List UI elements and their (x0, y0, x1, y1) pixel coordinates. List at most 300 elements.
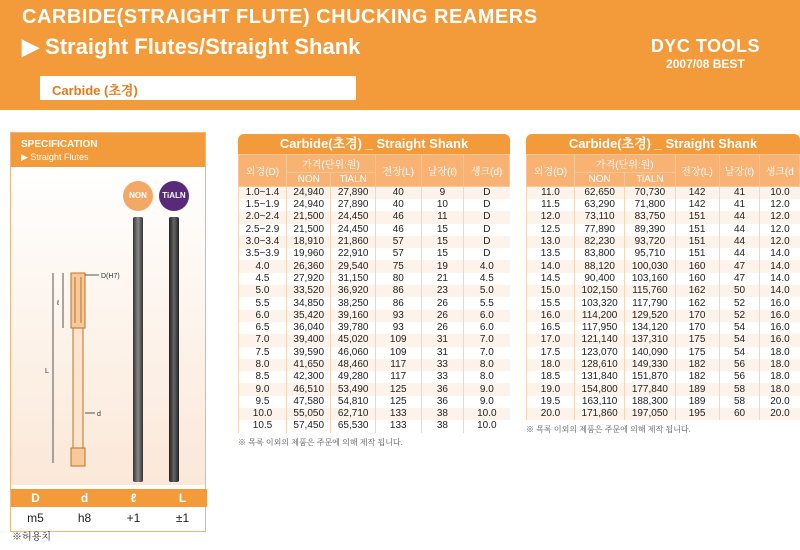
table-cell: 31 (421, 347, 464, 359)
sym-d: d (60, 489, 109, 507)
table-cell: 47 (719, 273, 760, 285)
table-row (527, 310, 800, 322)
table-cell: 71,800 (625, 199, 675, 211)
table-cell: 5.5 (464, 297, 510, 309)
table-cell: 47 (719, 260, 760, 272)
table-cell: 11.5 (527, 199, 575, 211)
table-row (527, 383, 800, 395)
page-header (0, 0, 800, 110)
table-row (527, 187, 800, 200)
reamer-tialn-image (169, 217, 179, 482)
table-cell: 38 (421, 408, 464, 420)
table-cell: 57 (375, 248, 421, 260)
table-cell: 31,150 (331, 273, 375, 285)
table-row (239, 310, 510, 322)
table-cell: 3.5~3.9 (239, 248, 287, 260)
table-cell: 6.0 (464, 322, 510, 334)
table-cell: 162 (675, 285, 719, 297)
table-cell: 24,450 (331, 211, 375, 223)
table-cell: 4.0 (464, 260, 510, 272)
table-cell: 151,870 (625, 371, 675, 383)
table-cell: 55,050 (287, 408, 331, 420)
table-cell: 93 (375, 322, 421, 334)
table-cell: 15 (421, 236, 464, 248)
table-row (239, 420, 510, 432)
brand-logo (651, 36, 760, 71)
table-cell: 16.0 (760, 322, 800, 334)
col-non: NON (287, 173, 331, 187)
table-row (527, 371, 800, 383)
table-cell: 39,780 (331, 322, 375, 334)
table-cell: 54 (719, 347, 760, 359)
table-row (239, 359, 510, 371)
table-cell: 6.5 (239, 322, 287, 334)
table-cell: 109 (375, 347, 421, 359)
table2-title: Carbide(초경) _ Straight Shank (526, 134, 800, 154)
table-cell: 134,120 (625, 322, 675, 334)
table-cell: 90,400 (575, 273, 625, 285)
table-cell: 12.0 (760, 199, 800, 211)
table-cell: 21,500 (287, 224, 331, 236)
col-flute: 날장(ℓ) (719, 155, 760, 187)
table-cell: 40 (375, 199, 421, 211)
table-cell: 83,750 (625, 211, 675, 223)
tol-l: +1 (126, 511, 141, 525)
table-cell: 8.0 (464, 359, 510, 371)
table-cell: 10.0 (760, 187, 800, 200)
table-cell: 53,490 (331, 383, 375, 395)
table-cell: 14.5 (527, 273, 575, 285)
table-cell: 41 (719, 199, 760, 211)
sym-D: D (11, 489, 60, 507)
table-cell: 56 (719, 359, 760, 371)
tolerance-value-row (11, 509, 207, 527)
table-cell: 154,800 (575, 383, 625, 395)
table-cell: 5.0 (239, 285, 287, 297)
brand-year: 2007/08 BEST (666, 57, 745, 71)
table-cell: 12.0 (760, 211, 800, 223)
table-cell: 175 (675, 347, 719, 359)
table-cell: 133 (375, 408, 421, 420)
table-cell: 33,520 (287, 285, 331, 297)
table-cell: 56 (719, 371, 760, 383)
table-cell: D (464, 211, 510, 223)
table-cell: 7.0 (464, 347, 510, 359)
col-price: 가격(단위:원) (575, 155, 676, 173)
sym-l: ℓ (109, 489, 158, 507)
table-cell: 5.5 (239, 297, 287, 309)
table-cell: 16.5 (527, 322, 575, 334)
table-cell: 21,860 (331, 236, 375, 248)
table-cell: D (464, 187, 510, 200)
table2 (526, 154, 800, 420)
table-row (527, 396, 800, 408)
col-diameter: 외경(D) (527, 155, 575, 187)
table-cell: 20.0 (760, 408, 800, 420)
reamer-diagram (27, 263, 137, 483)
table-cell: 54 (719, 334, 760, 346)
table-cell: 20.0 (760, 396, 800, 408)
table-cell: 188,300 (625, 396, 675, 408)
table-cell: 26 (421, 297, 464, 309)
table-row (239, 211, 510, 223)
table-cell: 10.0 (464, 420, 510, 432)
table-cell: 160 (675, 260, 719, 272)
table-row (527, 273, 800, 285)
table-cell: 10.5 (239, 420, 287, 432)
table-cell: 125 (375, 383, 421, 395)
table-cell: 18.0 (527, 359, 575, 371)
table-cell: 16.0 (527, 310, 575, 322)
table-row (527, 236, 800, 248)
table-row (527, 359, 800, 371)
category-bar (36, 76, 356, 100)
table-cell: 18.0 (760, 371, 800, 383)
table-cell: 4.0 (239, 260, 287, 272)
table-row (239, 297, 510, 309)
table-cell: 14.0 (760, 273, 800, 285)
table-cell: 100,030 (625, 260, 675, 272)
table-row (239, 371, 510, 383)
table-cell: 9 (421, 187, 464, 200)
page-subtitle: ▶ Straight Flutes/Straight Shank (22, 34, 361, 59)
table-cell: 2.5~2.9 (239, 224, 287, 236)
table-cell: 52 (719, 310, 760, 322)
table-cell: 9.0 (239, 383, 287, 395)
table-cell: 40 (375, 187, 421, 200)
table-cell: 117,790 (625, 297, 675, 309)
spec-drawing (11, 167, 205, 485)
table-cell: 36,040 (287, 322, 331, 334)
table-cell: 18,910 (287, 236, 331, 248)
table-cell: 26 (421, 310, 464, 322)
col-length: 전장(L) (675, 155, 719, 187)
table-cell: 109 (375, 334, 421, 346)
table-cell: 44 (719, 211, 760, 223)
table-cell: 21 (421, 273, 464, 285)
table-cell: 63,290 (575, 199, 625, 211)
table-cell: 42,300 (287, 371, 331, 383)
col-shank: 섕크(d) (464, 155, 510, 187)
table-cell: 45,020 (331, 334, 375, 346)
table-cell: 123,070 (575, 347, 625, 359)
table-row (239, 285, 510, 297)
table-cell: 10.0 (464, 408, 510, 420)
table-cell: 5.0 (464, 285, 510, 297)
table-row (527, 211, 800, 223)
table-cell: 15 (421, 248, 464, 260)
table-cell: 15 (421, 224, 464, 236)
table-row (239, 260, 510, 272)
tol-L: ±1 (175, 511, 190, 525)
table-cell: 31 (421, 334, 464, 346)
table1 (238, 154, 510, 433)
table-row (239, 347, 510, 359)
table-cell: 62,710 (331, 408, 375, 420)
table-cell: 19.0 (527, 383, 575, 395)
col-flute: 날장(ℓ) (421, 155, 464, 187)
table-cell: 19 (421, 260, 464, 272)
table-cell: 50 (719, 285, 760, 297)
table-cell: 44 (719, 224, 760, 236)
table-cell: 103,160 (625, 273, 675, 285)
table-cell: 197,050 (625, 408, 675, 420)
table-row (239, 236, 510, 248)
table-cell: 49,280 (331, 371, 375, 383)
table-cell: 27,890 (331, 187, 375, 200)
table-cell: 7.0 (464, 334, 510, 346)
table-cell: D (464, 236, 510, 248)
category-label: Carbide (초경) (52, 83, 138, 98)
table-cell: 14.0 (527, 260, 575, 272)
table-cell: 9.5 (239, 396, 287, 408)
table-cell: 182 (675, 371, 719, 383)
table2-body (527, 187, 800, 421)
table-cell: 27,920 (287, 273, 331, 285)
table-cell: 44 (719, 236, 760, 248)
table-row (527, 248, 800, 260)
table-cell: 77,890 (575, 224, 625, 236)
table-cell: 151 (675, 248, 719, 260)
table-cell: 46 (375, 224, 421, 236)
table-row (239, 248, 510, 260)
table-cell: 7.0 (239, 334, 287, 346)
specification-panel (10, 132, 206, 532)
col-tialn: TiALN (331, 173, 375, 187)
table-cell: 22,910 (331, 248, 375, 260)
table-cell: 41 (719, 187, 760, 200)
table-cell: 62,650 (575, 187, 625, 200)
table-cell: 13.5 (527, 248, 575, 260)
table-cell: 24,940 (287, 199, 331, 211)
table-cell: 8.0 (464, 371, 510, 383)
table-cell: 57 (375, 236, 421, 248)
col-shank: 섕크(d (760, 155, 800, 187)
table-cell: 18.0 (760, 359, 800, 371)
table-cell: 36,920 (331, 285, 375, 297)
label-d: d (97, 411, 101, 418)
label-dh7: D(H7) (101, 273, 120, 280)
brand-name: DYC TOOLS (650, 36, 760, 56)
table-cell: 151 (675, 211, 719, 223)
table-row (527, 224, 800, 236)
table-cell: 54 (719, 322, 760, 334)
table-row (239, 273, 510, 285)
table-row (527, 297, 800, 309)
tol-D: m5 (27, 511, 44, 525)
spec-header (11, 133, 205, 167)
table-cell: 13.0 (527, 236, 575, 248)
table-cell: 46 (375, 211, 421, 223)
table-row (527, 334, 800, 346)
table-cell: 21,500 (287, 211, 331, 223)
table-cell: 70,730 (625, 187, 675, 200)
table1-title: Carbide(초경) _ Straight Shank (238, 134, 510, 154)
table-cell: 117 (375, 371, 421, 383)
table-cell: 36 (421, 396, 464, 408)
table-cell: 52 (719, 297, 760, 309)
table-cell: 1.0~1.4 (239, 187, 287, 200)
table-cell: 41,650 (287, 359, 331, 371)
table-cell: 182 (675, 359, 719, 371)
table-row (239, 322, 510, 334)
table-cell: 65,530 (331, 420, 375, 432)
table-row (527, 347, 800, 359)
table-cell: 12.0 (760, 236, 800, 248)
table-cell: 26 (421, 322, 464, 334)
table-row (239, 199, 510, 211)
table-cell: 8.0 (239, 359, 287, 371)
table-cell: 16.0 (760, 297, 800, 309)
table-cell: 137,310 (625, 334, 675, 346)
table-row (239, 334, 510, 346)
table-cell: 57,450 (287, 420, 331, 432)
table-cell: 189 (675, 396, 719, 408)
tolerance-note: ※허용치 (12, 532, 51, 543)
table-cell: 88,120 (575, 260, 625, 272)
table2-note: ※ 목록 이외의 제품은 주문에 의해 제작 됩니다. (526, 425, 691, 435)
table-cell: D (464, 224, 510, 236)
table-cell: 29,540 (331, 260, 375, 272)
price-table-2 (526, 134, 800, 435)
table-row (527, 260, 800, 272)
table-row (239, 408, 510, 420)
table-cell: 175 (675, 334, 719, 346)
table-cell: 7.5 (239, 347, 287, 359)
table-cell: 82,230 (575, 236, 625, 248)
table-row (527, 408, 800, 420)
table-cell: 1.5~1.9 (239, 199, 287, 211)
table-cell: 33 (421, 359, 464, 371)
table-cell: 177,840 (625, 383, 675, 395)
table-cell: 6.0 (239, 310, 287, 322)
table-cell: 18.0 (760, 347, 800, 359)
table-row (527, 199, 800, 211)
table-cell: 17.0 (527, 334, 575, 346)
table-cell: 39,590 (287, 347, 331, 359)
table-cell: 12.5 (527, 224, 575, 236)
table-cell: 149,330 (625, 359, 675, 371)
table-cell: 133 (375, 420, 421, 432)
table-cell: 16.0 (760, 334, 800, 346)
table-cell: 35,420 (287, 310, 331, 322)
table-cell: 75 (375, 260, 421, 272)
label-L: L (45, 368, 49, 375)
table-cell: 54,810 (331, 396, 375, 408)
table-cell: 73,110 (575, 211, 625, 223)
table-row (239, 187, 510, 200)
table-cell: 151 (675, 224, 719, 236)
table-cell: 102,150 (575, 285, 625, 297)
table-cell: 93,720 (625, 236, 675, 248)
table-row (239, 224, 510, 236)
table-cell: 117,950 (575, 322, 625, 334)
table-cell: 129,520 (625, 310, 675, 322)
table-cell: 19.5 (527, 396, 575, 408)
table-cell: 142 (675, 187, 719, 200)
table-cell: 18.5 (527, 371, 575, 383)
table-cell: 160 (675, 273, 719, 285)
table-cell: 27,890 (331, 199, 375, 211)
table-cell: 86 (375, 285, 421, 297)
table-cell: 11 (421, 211, 464, 223)
tol-d: h8 (77, 511, 92, 525)
table-cell: 103,320 (575, 297, 625, 309)
table-cell: 46,060 (331, 347, 375, 359)
table-cell: 125 (375, 396, 421, 408)
table-cell: 36 (421, 383, 464, 395)
table-cell: 44 (719, 248, 760, 260)
table-cell: 170 (675, 310, 719, 322)
table-row (239, 383, 510, 395)
table-cell: 10 (421, 199, 464, 211)
table-cell: 24,450 (331, 224, 375, 236)
table-cell: 8.5 (239, 371, 287, 383)
label-l1: ℓ (57, 300, 60, 307)
table-cell: 10.0 (239, 408, 287, 420)
table-cell: 14.0 (760, 285, 800, 297)
table-cell: 114,200 (575, 310, 625, 322)
table-cell: 58 (719, 383, 760, 395)
table-cell: 95,710 (625, 248, 675, 260)
table-cell: 48,460 (331, 359, 375, 371)
table-cell: 171,860 (575, 408, 625, 420)
col-diameter: 외경(D) (239, 155, 287, 187)
table-row (527, 322, 800, 334)
table-cell: 151 (675, 236, 719, 248)
table-cell: 117 (375, 359, 421, 371)
table-cell: 89,390 (625, 224, 675, 236)
col-length: 전장(L) (375, 155, 421, 187)
table-cell: 4.5 (239, 273, 287, 285)
table-cell: 46,510 (287, 383, 331, 395)
table-cell: 140,090 (625, 347, 675, 359)
table-cell: 121,140 (575, 334, 625, 346)
table-cell: 23 (421, 285, 464, 297)
table-cell: 14.0 (760, 260, 800, 272)
table-cell: 9.0 (464, 383, 510, 395)
table-cell: 131,840 (575, 371, 625, 383)
table-cell: 162 (675, 297, 719, 309)
table-cell: 142 (675, 199, 719, 211)
table-cell: 20.0 (527, 408, 575, 420)
badge-non: NON (123, 181, 153, 211)
table-cell: D (464, 199, 510, 211)
table-cell: 189 (675, 383, 719, 395)
table-cell: 33 (421, 371, 464, 383)
table-cell: 11.0 (527, 187, 575, 200)
table-cell: 38 (421, 420, 464, 432)
price-table-1 (238, 134, 510, 448)
table-cell: 83,800 (575, 248, 625, 260)
table-cell: D (464, 248, 510, 260)
table-cell: 39,400 (287, 334, 331, 346)
table-cell: 80 (375, 273, 421, 285)
table-cell: 6.0 (464, 310, 510, 322)
table-row (239, 396, 510, 408)
table1-note: ※ 목록 이외의 제품은 주문에 의해 제작 됩니다. (238, 437, 403, 447)
table-cell: 128,610 (575, 359, 625, 371)
col-tialn: TiALN (625, 173, 675, 187)
table-cell: 4.5 (464, 273, 510, 285)
table-cell: 60 (719, 408, 760, 420)
table-cell: 18.0 (760, 383, 800, 395)
table-cell: 38,250 (331, 297, 375, 309)
table-cell: 39,160 (331, 310, 375, 322)
table-cell: 24,940 (287, 187, 331, 200)
table-cell: 2.0~2.4 (239, 211, 287, 223)
table-cell: 34,850 (287, 297, 331, 309)
